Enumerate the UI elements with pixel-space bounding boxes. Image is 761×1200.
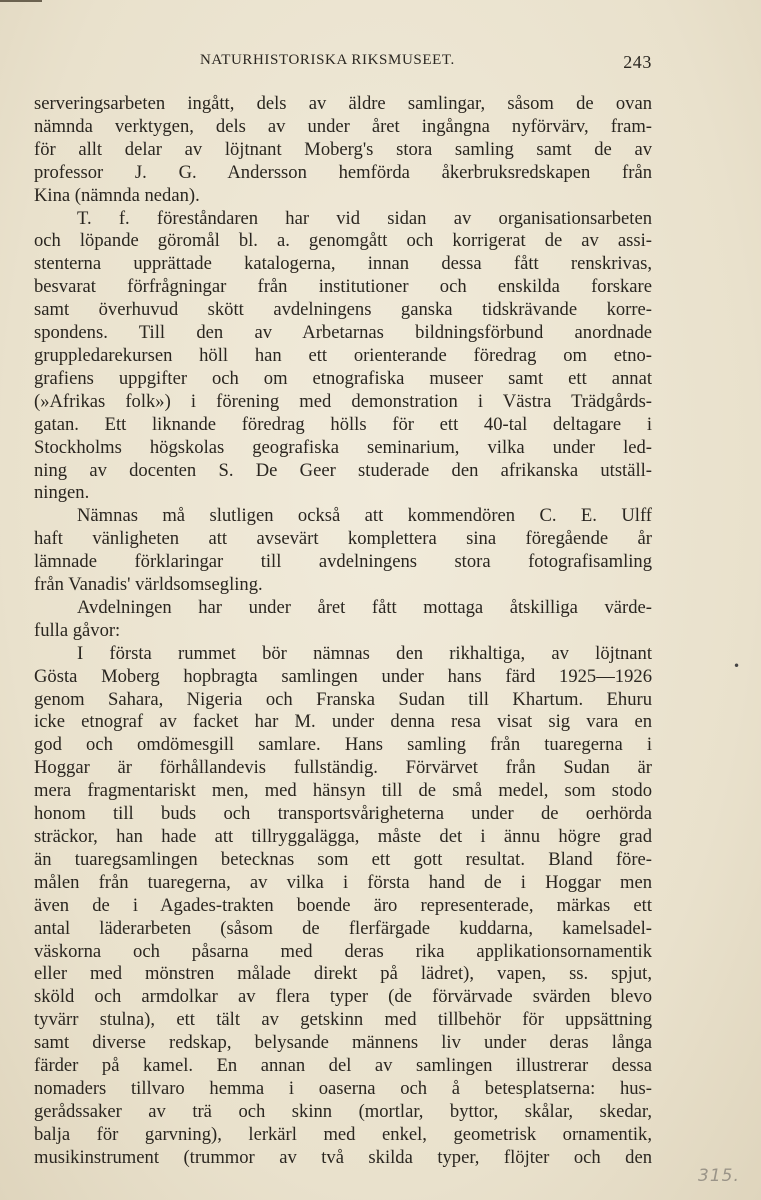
running-header <box>200 52 652 78</box>
text-line: Kina (nämnda nedan). <box>34 184 200 206</box>
text-line: icke etnograf av facket har M. under denna resa visat sig vara en <box>34 711 652 733</box>
text-line: professor J. G. Andersson hemförda åkerbruksredskapen från <box>34 161 652 183</box>
text-line: tyvärr stulna), ett tält av getskinn med tillbehör för uppsättning <box>34 1009 652 1031</box>
text-line: Nämnas må slutligen också att kommendören C. E. Ulff <box>77 505 652 527</box>
margin-bullet: • <box>733 659 741 673</box>
text-line: sträckor, han hade att tillryggalägga, måste det i ännu högre grad <box>34 826 652 847</box>
text-line: stenterna upprättade katalogerna, innan dessa fått renskrivas, <box>34 253 652 275</box>
text-line: (»Afrikas folk») i förening med demonstration i Västra Trädgårds- <box>34 390 652 412</box>
text-line: Hoggar är förhållandevis fullständig. Förvärvet från Sudan är <box>34 757 652 779</box>
text-line: musikinstrument (trummor av två skilda typer, flöjter och den <box>34 1146 652 1168</box>
running-title: NATURHISTORISKA RIKSMUSEET. <box>200 52 455 68</box>
text-line: sköld och armdolkar av flera typer (de förvärvade svärden blevo <box>34 986 652 1008</box>
text-line: ning av docenten S. De Geer studerade den afrikanska utställ- <box>34 459 652 481</box>
text-line: eller med mönstren målade direkt på lädret), vapen, ss. spjut, <box>34 963 652 985</box>
text-line: väskorna och påsarna med deras rika applikationsornamentik <box>34 940 652 962</box>
text-line: nomaders tillvaro hemma i oaserna och å betesplatserna: hus- <box>34 1077 652 1099</box>
body-text <box>34 93 652 1170</box>
text-line: även de i Agades-trakten boende äro representerade, märkas ett <box>34 894 652 916</box>
text-line: gatan. Ett liknande föredrag hölls för ett 40-tal deltagare i <box>34 413 652 435</box>
text-line: Gösta Moberg hopbragta samlingen under hans färd 1925—1926 <box>34 665 652 687</box>
text-line: grafiens uppgifter och om etnografiska museer samt ett annat <box>34 367 652 389</box>
page-number: 243 <box>623 52 652 72</box>
text-line: samt överhuvud skött avdelningens ganska tidskrävande korre- <box>34 299 652 321</box>
text-line: I första rummet bör nämnas den rikhaltiga, av löjtnant <box>77 642 652 664</box>
text-line: målen från tuaregerna, av vilka i första hand de i Hoggar men <box>34 871 652 893</box>
text-line: ningen. <box>34 482 90 504</box>
pencil-annotation: 315. <box>698 1166 740 1186</box>
text-line: Avdelningen har under året fått mottaga åtskilliga värde- <box>77 596 652 618</box>
text-line: Stockholms högskolas geografiska seminarium, vilka under led- <box>34 436 652 458</box>
text-line: antal läderarbeten (såsom de flerfärgade kuddarna, kamelsadel- <box>34 917 652 939</box>
text-line: balja för garvning), lerkärl med enkel, geometrisk ornamentik, <box>34 1123 652 1145</box>
text-line: haft vänligheten att avsevärt komplettera sina föregående år <box>34 528 652 550</box>
text-line: än tuaregsamlingen betecknas som ett gott resultat. Bland före- <box>34 848 652 870</box>
text-line: och löpande göromål bl. a. genomgått och korrigerat de av assi- <box>34 230 652 252</box>
text-line: genom Sahara, Nigeria och Franska Sudan till Khartum. Ehuru <box>34 688 652 710</box>
text-line: nämnda verktygen, dels av under året ingångna nyförvärv, fram- <box>34 115 652 137</box>
text-line: gerådssaker av trä och skinn (mortlar, byttor, skålar, skedar, <box>34 1100 652 1122</box>
text-line: besvarat förfrågningar från institutioner och enskilda forskare <box>34 276 652 298</box>
text-line: serveringsarbeten ingått, dels av äldre samlingar, såsom de ovan <box>34 93 652 114</box>
text-line: god och omdömesgill samlare. Hans samling från tuaregerna i <box>34 734 652 756</box>
text-line: honom till buds och transportsvårigheterna under de oerhörda <box>34 803 652 825</box>
page-corner-rule <box>0 0 42 2</box>
text-line: samt diverse redskap, belysande männens liv under deras långa <box>34 1032 652 1054</box>
text-line: spondens. Till den av Arbetarnas bildningsförbund anordnade <box>34 322 652 344</box>
text-line: gruppledarekursen höll han ett orienterande föredrag om etno- <box>34 344 652 366</box>
text-line: färder på kamel. En annan del av samlingen illustrerar dessa <box>34 1055 652 1077</box>
text-line: mera fragmentariskt men, med hänsyn till de små medel, som stodo <box>34 780 652 802</box>
text-line: från Vanadis' världsomsegling. <box>34 574 263 596</box>
text-line: lämnade förklaringar till avdelningens stora fotografisamling <box>34 551 652 573</box>
text-line: T. f. föreståndaren har vid sidan av organisationsarbeten <box>77 207 652 229</box>
text-line: för allt delar av löjtnant Moberg's stora samling samt de av <box>34 138 652 160</box>
text-line: fulla gåvor: <box>34 619 121 641</box>
